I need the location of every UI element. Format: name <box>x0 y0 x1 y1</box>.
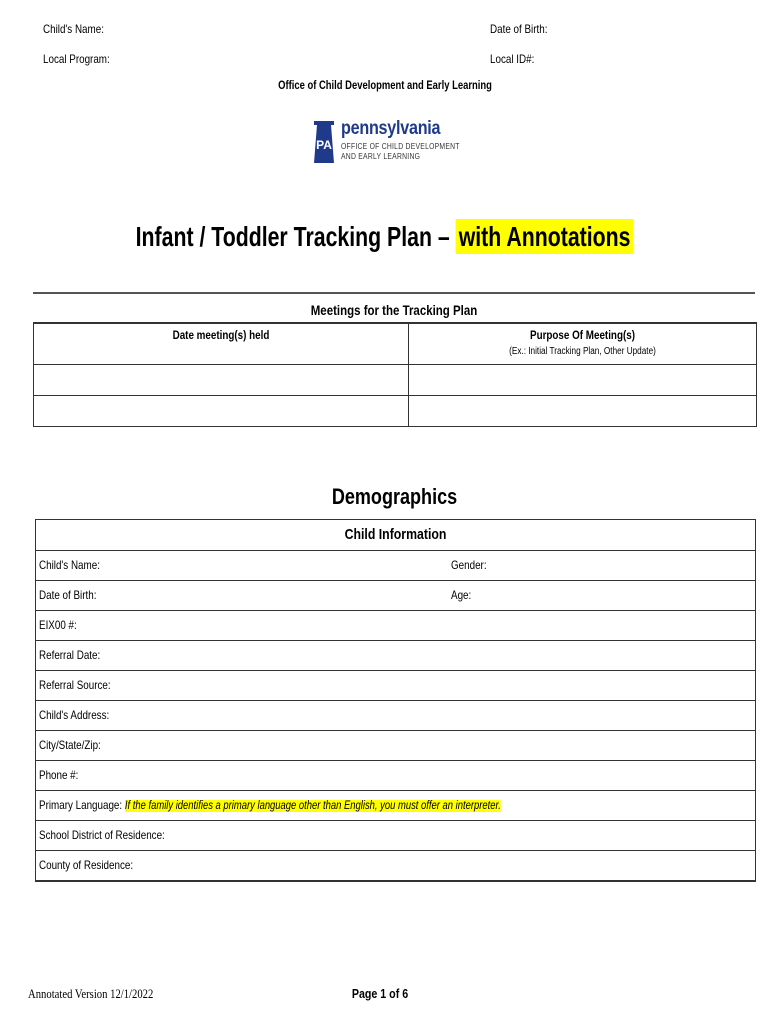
meetings-col-date-label: Date meeting(s) held <box>172 328 270 342</box>
table-row[interactable] <box>36 551 755 581</box>
header-dob-label: Date of Birth: <box>490 22 548 36</box>
meetings-table <box>33 322 757 427</box>
child-info-header-row <box>36 520 755 551</box>
meetings-col-purpose-note: (Ex.: Initial Tracking Plan, Other Update) <box>509 346 656 357</box>
meetings-heading: Meetings for the Tracking Plan <box>310 302 478 318</box>
logo-badge-text: PA <box>316 138 332 152</box>
age-label: Age: <box>451 588 472 602</box>
primary-language-label: Primary Language: <box>39 798 123 812</box>
page-title <box>0 221 770 253</box>
table-row[interactable] <box>36 731 755 761</box>
table-row[interactable] <box>36 641 755 671</box>
dob-label: Date of Birth: <box>39 588 97 602</box>
version-footer: Annotated Version 12/1/2022 <box>28 986 154 1001</box>
child-info-heading: Child Information <box>344 526 447 543</box>
meetings-col-purpose <box>409 324 756 364</box>
referral-date-label: Referral Date: <box>39 648 101 662</box>
meetings-top-rule <box>33 292 755 294</box>
table-row[interactable] <box>36 851 755 880</box>
table-row[interactable] <box>36 581 755 611</box>
logo-line1: OFFICE OF CHILD DEVELOPMENT <box>341 142 460 151</box>
eix-number-label: EIX00 #: <box>39 618 77 632</box>
meeting-purpose-cell[interactable] <box>409 396 756 426</box>
meetings-header-row <box>34 324 756 365</box>
child-information-table <box>35 519 756 882</box>
title-highlight: with Annotations <box>456 219 634 254</box>
table-row[interactable] <box>36 821 755 851</box>
county-label: County of Residence: <box>39 858 134 872</box>
referral-source-label: Referral Source: <box>39 678 111 692</box>
meeting-purpose-cell[interactable] <box>409 365 756 395</box>
meetings-col-purpose-label: Purpose Of Meeting(s) <box>530 328 635 342</box>
office-name: Office of Child Development and Early Learning <box>278 80 492 92</box>
table-row[interactable] <box>36 701 755 731</box>
title-main: Infant / Toddler Tracking Plan – <box>136 221 457 252</box>
table-row <box>34 396 756 426</box>
gender-label: Gender: <box>451 558 487 572</box>
header-local-program-label: Local Program: <box>43 52 110 66</box>
pa-keystone-logo <box>312 119 336 167</box>
header-childs-name-label: Child's Name: <box>43 22 104 36</box>
header-local-id-label: Local ID#: <box>490 52 535 66</box>
primary-language-row-text <box>39 798 501 812</box>
phone-label: Phone #: <box>39 768 79 782</box>
interpreter-annotation: If the family identifies a primary language other than English, you must offer an interpreter. <box>124 800 501 812</box>
meeting-date-cell[interactable] <box>34 365 409 395</box>
table-row[interactable] <box>36 671 755 701</box>
table-row[interactable] <box>36 611 755 641</box>
table-row <box>34 365 756 396</box>
logo-line2: AND EARLY LEARNING <box>341 152 421 161</box>
logo-wordmark <box>341 118 481 162</box>
address-label: Child's Address: <box>39 708 110 722</box>
page-number: Page 1 of 6 <box>351 986 409 1001</box>
logo-name: pennsylvania <box>341 118 441 139</box>
demographics-heading: Demographics <box>331 484 458 509</box>
table-row[interactable] <box>36 791 755 821</box>
meeting-date-cell[interactable] <box>34 396 409 426</box>
city-state-zip-label: City/State/Zip: <box>39 738 101 752</box>
table-row[interactable] <box>36 761 755 791</box>
school-district-label: School District of Residence: <box>39 828 165 842</box>
child-name-label: Child's Name: <box>39 558 100 572</box>
meetings-col-date <box>34 324 409 364</box>
